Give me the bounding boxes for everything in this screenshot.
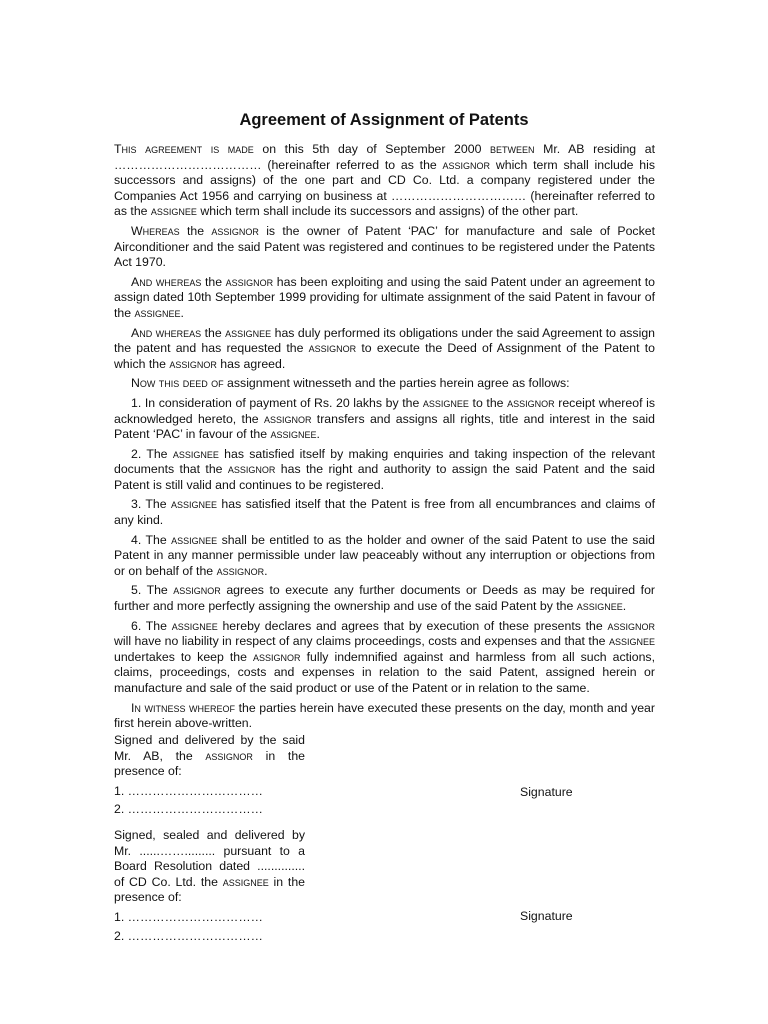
signature-block-assignee [114, 828, 305, 944]
clause-3: 3. The assignee has satisfied itself that the Patent is free from all encumbrances and claims of any kind. [114, 497, 655, 528]
witness-line-1: 1. …………………………… [114, 783, 263, 798]
agreement-body [114, 142, 655, 736]
recital-paragraph-1: Whereas the assignor is the owner of Patent ‘PAC’ for manufacture and sale of Pocket Airconditioner and the said Patent was registered and continues to be registered under the Patents Act 1970. [114, 223, 655, 270]
recital-paragraph-3: And whereas the assignee has duly performed its obligations under the said Agreement to assign the patent and has requested the assignor to execute the Deed of Assignment of the Patent to which the assignor has agreed. [114, 325, 655, 371]
witnesseth-paragraph: Now this deed of assignment witnesseth and the parties herein agree as follows: [131, 376, 570, 391]
recital-paragraph-2: And whereas the assignor has been exploiting and using the said Patent under an agreement to assign dated 10th September 1999 providing for ultimate assignment of the said Patent in favour of the assignee. [114, 274, 655, 320]
witness-paragraph: In witness whereof the parties herein have executed these presents on the day, month and year first herein above-written. [114, 700, 655, 731]
signature-label: Signature [520, 909, 573, 923]
witness-line-2: 2. …………………………… [114, 928, 263, 943]
clause-5: 5. The assignor agrees to execute any further documents or Deeds as may be required for further and more perfectly assigning the ownership and use of the said Patent by the assignee. [114, 583, 656, 614]
clause-1: 1. In consideration of payment of Rs. 20 lakhs by the assignee to the assignor receipt whereof is acknowledged hereto, the assignor transfers and assigns all rights, title and interest in the said Patent ‘PAC’ in favour of the assignee. [114, 395, 655, 442]
clause-4: 4. The assignee shall be entitled to as the holder and owner of the said Patent to use the said Patent in any manner permissible under law peaceably without any interruption or objections from or on behalf of the assignor. [114, 532, 655, 578]
witness-line-2: 2. …………………………… [114, 802, 263, 817]
signature-block-text: Signed and delivered by the said Mr. AB, the assignor in the presence of: [114, 733, 306, 779]
signature-block-assignor [114, 733, 305, 818]
signature-block-text: Signed, sealed and delivered by Mr. ......……......... pursuant to a Board Resolution dated .............. of CD Co. Ltd. the assignee in the presence of: [114, 828, 306, 905]
signature-label: Signature [520, 785, 573, 799]
preamble-paragraph: This agreement is made on this 5th day of September 2000 between Mr. AB residing at ……………………………… (hereinafter referred to as the assignor which term shall include his successors and assigns) of the one part and CD Co. Ltd. a company registered under the Companies Act 1956 and carrying on business at …………………………… (hereinafter referred to as the assignee which term shall include its successors and assigns) of the other part. [114, 142, 655, 219]
document-title: Agreement of Assignment of Patents [239, 111, 529, 129]
clause-6: 6. The assignee hereby declares and agrees that by execution of these presents the assignor will have no liability in respect of any claims proceedings, costs and expenses and that the assignee undertakes to keep the assignor fully indemnified against and harmless from all such actions, claims, proceedings, costs and expenses in relation to the said Patent, assigned herein or manufacture and sale of the said product or use of the Patent or in relation to the same. [114, 618, 655, 695]
witness-line-1: 1. …………………………… [114, 909, 263, 924]
clause-2: 2. The assignee has satisfied itself by making enquiries and taking inspection of the relevant documents that the assignor has the right and authority to assign the said Patent and the said Patent is still valid and continues to be registered. [114, 446, 655, 492]
